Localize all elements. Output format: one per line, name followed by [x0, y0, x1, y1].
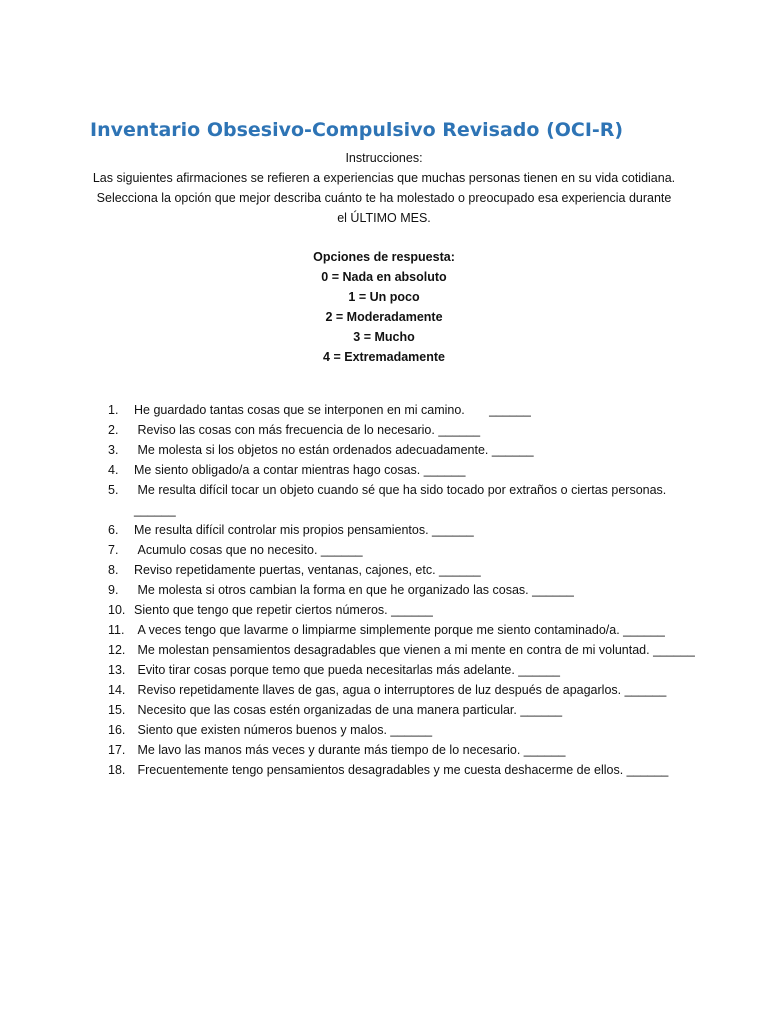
- list-item: [108, 700, 708, 720]
- list-item: [108, 680, 708, 700]
- item-number: 2.: [108, 423, 119, 437]
- item-number: 12.: [108, 643, 126, 657]
- options-heading: Opciones de respuesta:: [313, 250, 455, 264]
- list-item: [108, 420, 708, 440]
- item-number: 16.: [108, 723, 126, 737]
- document-title: Inventario Obsesivo-Compulsivo Revisado (OCI-R): [90, 119, 624, 141]
- item-number: 13.: [108, 663, 126, 677]
- item-number: 17.: [108, 743, 126, 757]
- item-text[interactable]: Me molesta si otros cambian la forma en que he organizado las cosas. ______: [134, 583, 574, 597]
- item-number: 7.: [108, 543, 119, 557]
- instructions-heading: Instrucciones:: [345, 151, 423, 165]
- item-text[interactable]: A veces tengo que lavarme o limpiarme simplemente porque me siento contaminado/a. ______: [134, 623, 665, 637]
- item-text[interactable]: Necesito que las cosas estén organizadas de una manera particular. ______: [134, 703, 563, 717]
- item-text[interactable]: Reviso repetidamente puertas, ventanas, cajones, etc. ______: [134, 563, 481, 577]
- list-item: [108, 660, 708, 680]
- option-0: 0 = Nada en absoluto: [321, 270, 447, 284]
- instructions-line-3: el ÚLTIMO MES.: [337, 211, 431, 225]
- item-number: 1.: [108, 403, 119, 417]
- item-number: 10.: [108, 603, 126, 617]
- item-text[interactable]: Reviso repetidamente llaves de gas, agua o interruptores de luz después de apagarlos. ______: [134, 683, 667, 697]
- item-text[interactable]: Me molesta si los objetos no están ordenados adecuadamente. ______: [134, 443, 534, 457]
- option-2: 2 = Moderadamente: [325, 310, 443, 324]
- instructions-line-1: Las siguientes afirmaciones se refieren a experiencias que muchas personas tienen en su vida cotidiana.: [92, 171, 676, 185]
- response-options: [70, 247, 698, 367]
- item-number: 5.: [108, 483, 119, 497]
- item-text[interactable]: Acumulo cosas que no necesito. ______: [134, 543, 363, 557]
- item-text[interactable]: Me molestan pensamientos desagradables que vienen a mi mente en contra de mi voluntad. ______: [134, 643, 695, 657]
- list-item: [108, 640, 708, 660]
- item-number: 14.: [108, 683, 126, 697]
- item-text[interactable]: Siento que existen números buenos y malos. ______: [134, 723, 433, 737]
- list-item: [108, 620, 708, 640]
- questionnaire-items: [108, 400, 708, 780]
- option-1: 1 = Un poco: [348, 290, 420, 304]
- item-text[interactable]: Me lavo las manos más veces y durante más tiempo de lo necesario. ______: [134, 743, 566, 757]
- list-item: [108, 480, 708, 520]
- item-text[interactable]: Me resulta difícil controlar mis propios pensamientos. ______: [134, 523, 474, 537]
- instructions-line-2: Selecciona la opción que mejor describa cuánto te ha molestado o preocupado esa experiencia durante: [96, 191, 672, 205]
- item-text[interactable]: He guardado tantas cosas que se interponen en mi camino. ______: [134, 403, 531, 417]
- list-item: [108, 740, 708, 760]
- list-item: [108, 560, 708, 580]
- item-text[interactable]: Me resulta difícil tocar un objeto cuando sé que ha sido tocado por extraños o ciertas personas. ______: [134, 483, 670, 517]
- item-text[interactable]: Reviso las cosas con más frecuencia de lo necesario. ______: [134, 423, 481, 437]
- item-number: 9.: [108, 583, 119, 597]
- list-item: [108, 540, 708, 560]
- list-item: [108, 760, 708, 780]
- item-text[interactable]: Frecuentemente tengo pensamientos desagradables y me cuesta deshacerme de ellos. ______: [134, 763, 669, 777]
- option-3: 3 = Mucho: [353, 330, 415, 344]
- instructions-block: [70, 148, 698, 228]
- item-number: 11.: [108, 623, 125, 637]
- item-text[interactable]: Siento que tengo que repetir ciertos números. ______: [134, 603, 433, 617]
- list-item: [108, 400, 708, 420]
- list-item: [108, 440, 708, 460]
- item-number: 18.: [108, 763, 126, 777]
- list-item: [108, 720, 708, 740]
- option-4: 4 = Extremadamente: [323, 350, 445, 364]
- list-item: [108, 460, 708, 480]
- item-number: 6.: [108, 523, 119, 537]
- item-number: 3.: [108, 443, 119, 457]
- list-item: [108, 600, 708, 620]
- item-text[interactable]: Evito tirar cosas porque temo que pueda necesitarlas más adelante. ______: [134, 663, 560, 677]
- list-item: [108, 520, 708, 540]
- list-item: [108, 580, 708, 600]
- item-number: 8.: [108, 563, 119, 577]
- item-number: 15.: [108, 703, 126, 717]
- item-text[interactable]: Me siento obligado/a a contar mientras hago cosas. ______: [134, 463, 466, 477]
- item-number: 4.: [108, 463, 119, 477]
